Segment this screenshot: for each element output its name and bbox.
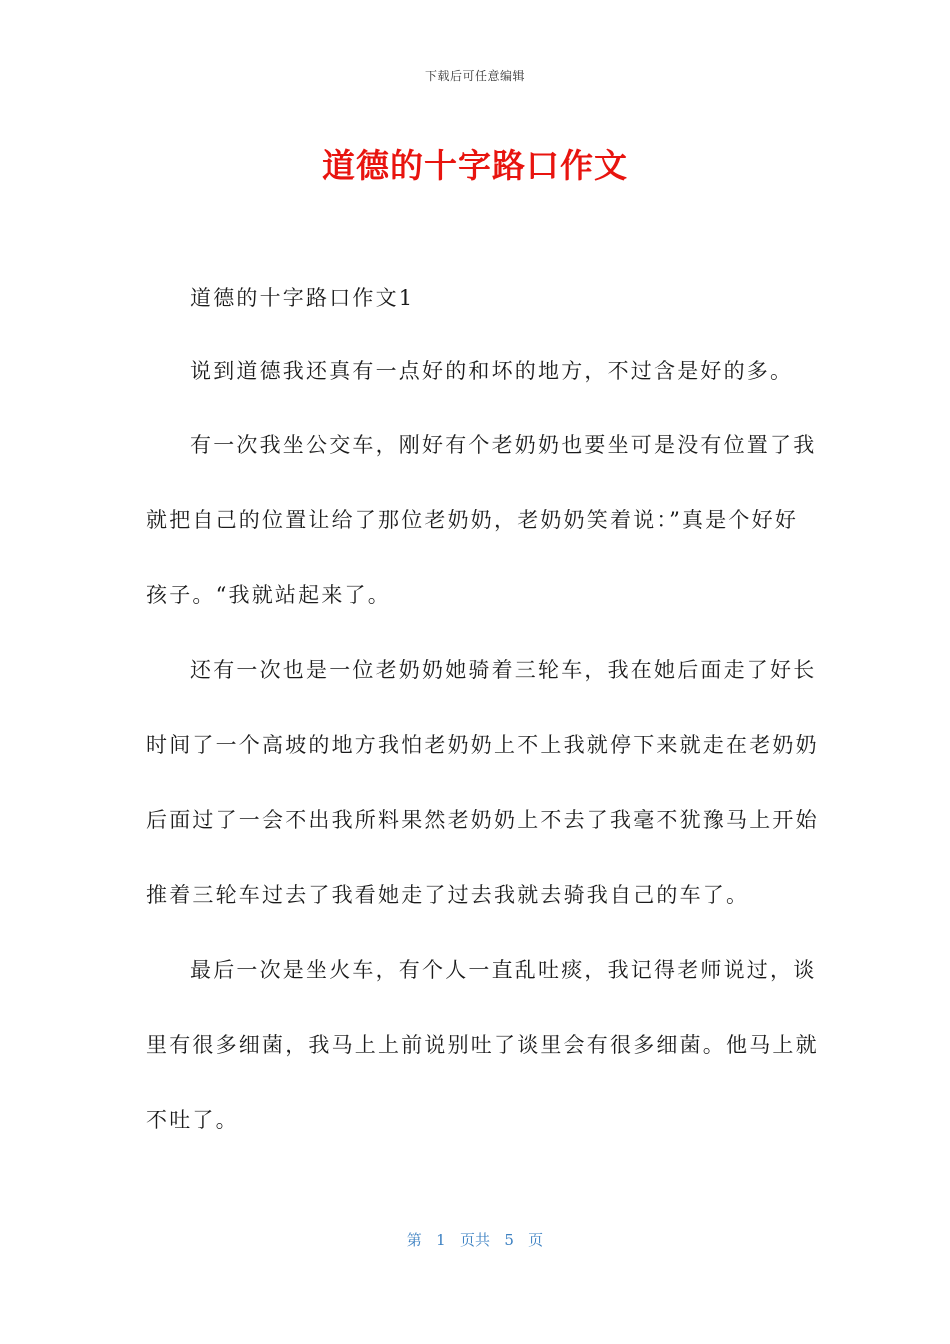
footer-total-pages: 5 [504,1231,514,1249]
paragraph-line: 说到道德我还真有一点好的和坏的地方，不过含是好的多。 [190,359,794,383]
header-note: 下载后可任意编辑 [424,69,525,83]
paragraph-line: 后面过了一会不出我所料果然老奶奶上不去了我毫不犹豫马上开始 [146,808,819,832]
footer-prefix: 第 [406,1231,422,1249]
paragraph-line: 不吐了。 [146,1108,239,1132]
paragraph-line: 最后一次是坐火车，有个人一直乱吐痰，我记得老师说过，谈 [190,958,817,982]
page-footer [0,1229,950,1250]
footer-middle: 页共 [459,1231,490,1249]
paragraph-line: 时间了一个高坡的地方我怕老奶奶上不上我就停下来就走在老奶奶 [146,733,819,757]
document-title: 道德的十字路口作文 [322,146,628,185]
footer-page-number: 1 [436,1231,446,1249]
paragraph-line: 有一次我坐公交车，刚好有个老奶奶也要坐可是没有位置了我 [190,433,817,457]
paragraph-line: 里有很多细菌，我马上上前说别吐了谈里会有很多细菌。他马上就 [146,1033,819,1057]
section-heading: 道德的十字路口作文1 [190,286,415,310]
paragraph-line: 就把自己的位置让给了那位老奶奶，老奶奶笑着说：”真是个好好 [146,508,799,532]
paragraph-line: 孩子。“我就站起来了。 [146,583,391,607]
footer-suffix: 页 [528,1231,544,1249]
paragraph-line: 还有一次也是一位老奶奶她骑着三轮车，我在她后面走了好长 [190,658,817,682]
paragraph-line: 推着三轮车过去了我看她走了过去我就去骑我自己的车了。 [146,883,750,907]
